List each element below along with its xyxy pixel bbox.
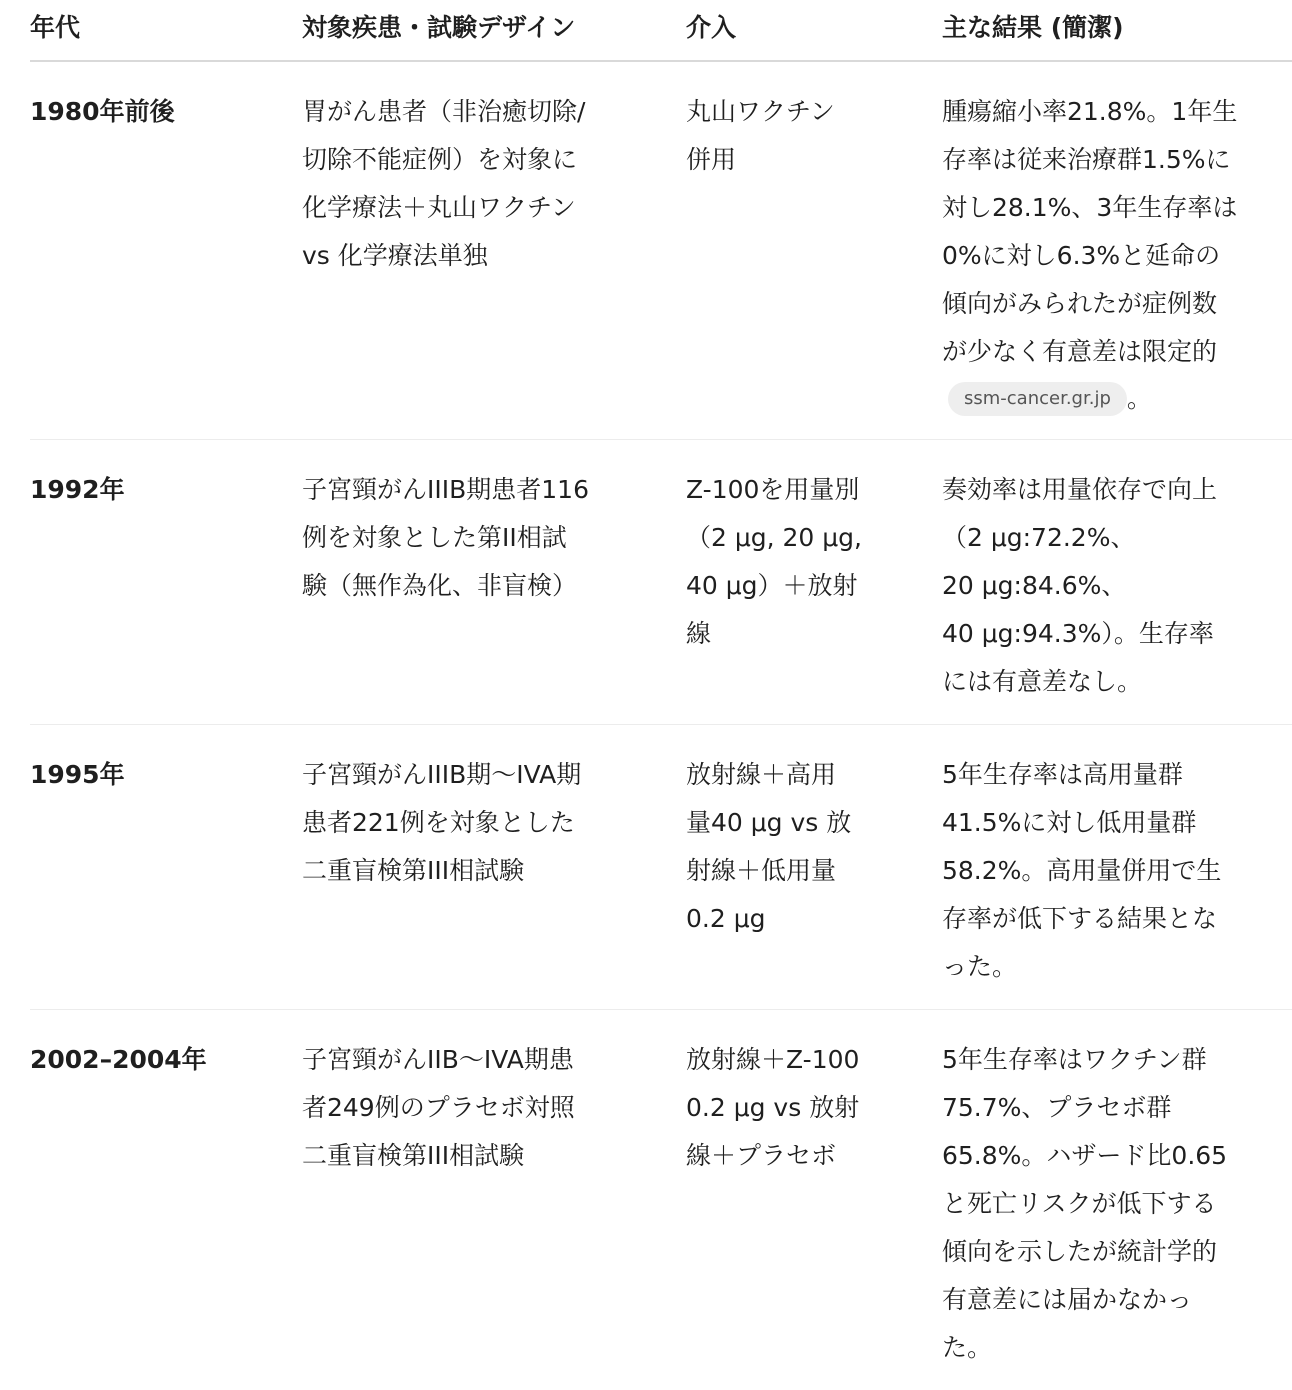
trial-history-table <box>30 0 1292 1390</box>
result-cell <box>942 61 1292 440</box>
year-cell <box>30 61 302 440</box>
result-text: 5年生存率は高用量群 41.5%に対し低用量群 58.2%。高用量併用で生 存率が低下する結果とな った。 <box>942 751 1292 991</box>
header-year: 年代 <box>30 0 302 61</box>
design-text: 胃がん患者（非治癒切除/ 切除不能症例）を対象に 化学療法＋丸山ワクチン vs 化学療法単独 <box>302 88 674 280</box>
result-text: 奏効率は用量依存で向上 （2 μg:72.2%、 20 μg:84.6%、 40 μg:94.3%）。生存率 には有意差なし。 <box>942 466 1292 706</box>
intervention-cell <box>686 61 942 440</box>
header-result: 主な結果 (簡潔) <box>942 0 1292 61</box>
header-intervention: 介入 <box>686 0 942 61</box>
result-cell <box>942 1010 1292 1390</box>
table-header <box>30 0 1292 61</box>
result-cell <box>942 725 1292 1010</box>
intervention-text: Z-100を用量別 （2 μg, 20 μg, 40 μg）＋放射 線 <box>686 466 934 658</box>
table-row <box>30 1010 1292 1390</box>
source-suffix: 。 <box>1127 384 1152 413</box>
intervention-cell <box>686 440 942 725</box>
intervention-cell <box>686 1010 942 1390</box>
table-row <box>30 725 1292 1010</box>
design-text: 子宮頸がんIIIB期〜IVA期 患者221例を対象とした 二重盲検第III相試験 <box>302 751 674 895</box>
design-cell <box>302 725 686 1010</box>
header-design: 対象疾患・試験デザイン <box>302 0 686 61</box>
year-text: 2002–2004年 <box>30 1036 292 1084</box>
year-text: 1980年前後 <box>30 88 292 136</box>
design-text: 子宮頸がんIIIB期患者116 例を対象とした第II相試 験（無作為化、非盲検） <box>302 466 674 610</box>
intervention-cell <box>686 725 942 1010</box>
year-cell <box>30 440 302 725</box>
result-text: 腫瘍縮小率21.8%。1年生 存率は従来治療群1.5%に 対し28.1%、3年生存率は 0%に対し6.3%と延命の 傾向がみられたが症例数 が少なく有意差は限定的 <box>942 88 1292 376</box>
design-cell <box>302 440 686 725</box>
intervention-text: 丸山ワクチン 併用 <box>686 88 934 184</box>
intervention-text: 放射線＋Z-100 0.2 μg vs 放射 線＋プラセボ <box>686 1036 934 1180</box>
result-text: 5年生存率はワクチン群 75.7%、プラセボ群 65.8%。ハザード比0.65 と死亡リスクが低下する 傾向を示したが統計学的 有意差には届かなかっ た。 <box>942 1036 1292 1372</box>
table-row <box>30 61 1292 440</box>
source-link-chip[interactable]: ssm-cancer.gr.jp <box>948 382 1127 416</box>
intervention-text: 放射線＋高用 量40 μg vs 放 射線＋低用量 0.2 μg <box>686 751 934 943</box>
source-row <box>942 376 1292 421</box>
design-cell <box>302 61 686 440</box>
header-row <box>30 0 1292 61</box>
result-cell <box>942 440 1292 725</box>
year-text: 1992年 <box>30 466 292 514</box>
design-cell <box>302 1010 686 1390</box>
year-text: 1995年 <box>30 751 292 799</box>
year-cell <box>30 725 302 1010</box>
design-text: 子宮頸がんIIB〜IVA期患 者249例のプラセボ対照 二重盲検第III相試験 <box>302 1036 674 1180</box>
year-cell <box>30 1010 302 1390</box>
table-row <box>30 440 1292 725</box>
table-body <box>30 61 1292 1390</box>
